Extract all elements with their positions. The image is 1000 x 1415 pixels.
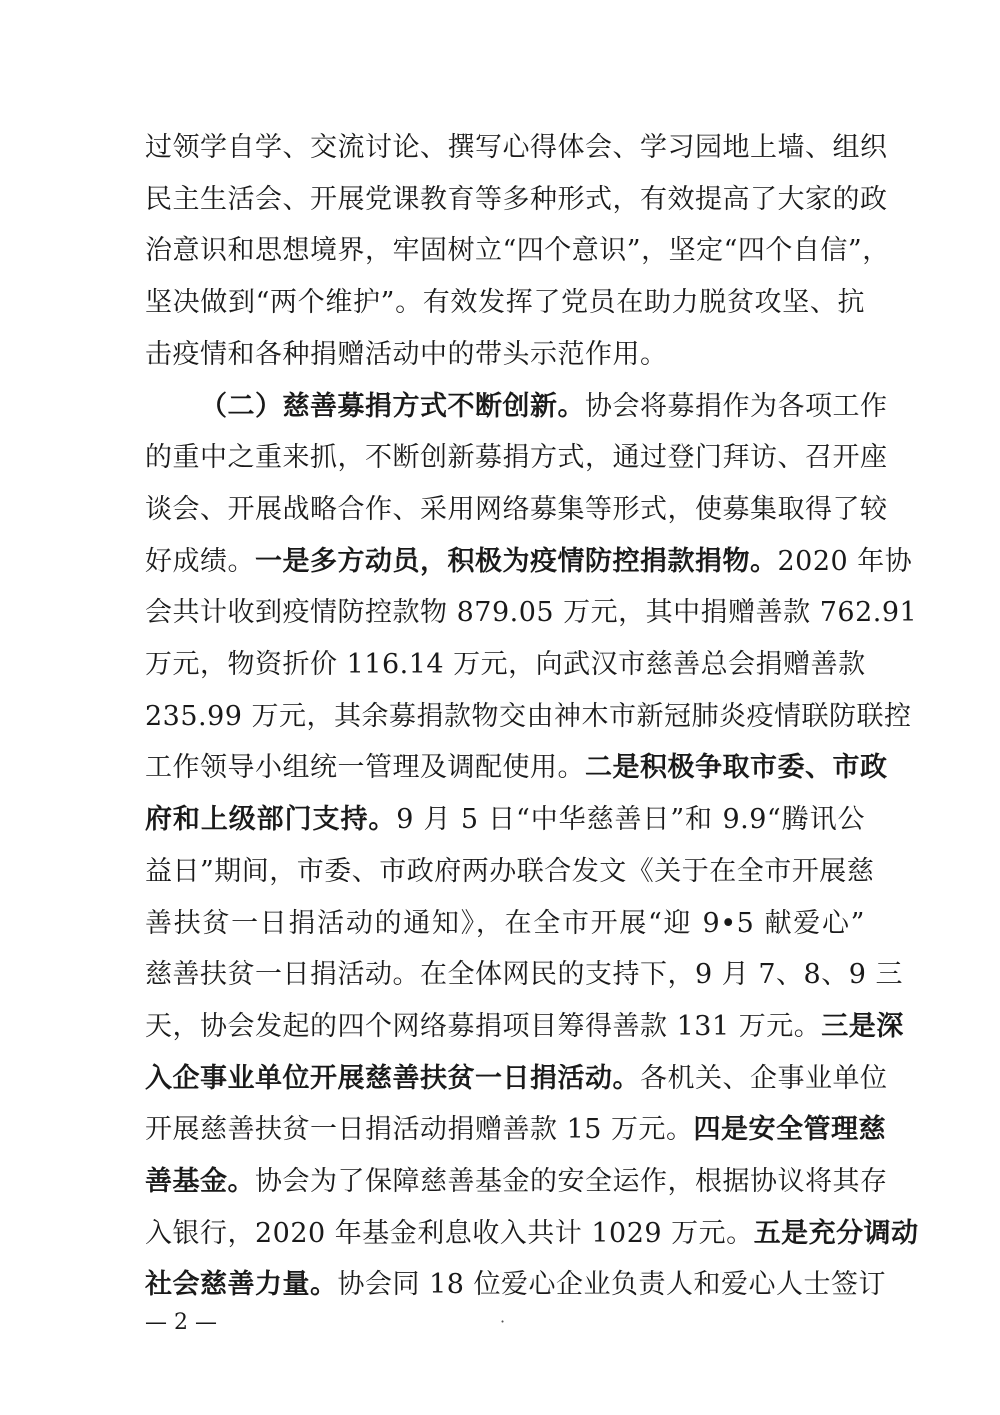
text-line [145, 490, 888, 530]
text-segment: 治意识和思想境界，牢固树立“四个意识”，坚定“四个自信”， [145, 235, 890, 267]
text-line [145, 128, 888, 168]
text-segment: 会共计收到疫情防控款物 879.05 万元，其中捐赠善款 762.91 [145, 597, 918, 629]
text-segment: 工作领导小组统一管理及调配使用。 [145, 752, 585, 784]
text-line [145, 438, 888, 478]
text-line [145, 1162, 888, 1202]
bold-heading-segment: 入企事业单位开展慈善扶贫一日捐活动。 [145, 1062, 640, 1094]
text-line [145, 1265, 887, 1305]
text-segment: 益日”期间，市委、市政府两办联合发文《关于在全市开展慈 [145, 855, 875, 887]
page-number: — 2 — [145, 1310, 217, 1335]
text-line [200, 387, 888, 427]
text-segment: 坚决做到“两个维护”。有效发挥了党员在助力脱贫攻坚、抗 [145, 287, 865, 319]
text-line [145, 645, 865, 685]
bold-heading-segment: （二）慈善募捐方式不断创新。 [200, 390, 585, 422]
text-segment: 9 月 5 日“中华慈善日”和 9.9“腾讯公 [396, 804, 865, 836]
text-line [145, 852, 875, 892]
text-line [145, 180, 888, 220]
text-line [145, 593, 918, 633]
text-segment: 入银行，2020 年基金利息收入共计 1029 万元。 [145, 1217, 754, 1249]
text-segment: 2020 年协 [777, 545, 913, 577]
text-segment: 慈善扶贫一日捐活动。在全体网民的支持下，9 月 7、8、9 三 [145, 959, 903, 991]
text-segment: 万元，物资折价 116.14 万元，向武汉市慈善总会捐赠善款 [145, 649, 866, 680]
bold-heading-segment: 二是积极争取市委、市政 [585, 752, 888, 784]
text-segment: 善扶贫一日捐活动的通知》，在全市开展“迎 9•5 献爱心” [145, 907, 865, 939]
text-line [145, 542, 913, 582]
center-dot: · [500, 1312, 506, 1331]
text-line [145, 800, 865, 840]
text-line [145, 955, 903, 995]
text-line [145, 1059, 888, 1099]
bold-heading-segment: 善基金。 [145, 1166, 255, 1197]
text-line [145, 697, 912, 737]
text-segment: 开展慈善扶贫一日捐活动捐赠善款 15 万元。 [145, 1114, 694, 1146]
text-line [145, 283, 865, 323]
text-segment: 谈会、开展战略合作、采用网络募集等形式，使募集取得了较 [145, 493, 888, 525]
text-line [145, 1214, 919, 1254]
text-segment: 协会将募捐作为各项工作 [585, 390, 888, 422]
text-line [145, 904, 865, 944]
text-segment: 天，协会发起的四个网络募捐项目筹得善款 131 万元。 [145, 1010, 822, 1042]
bold-heading-segment: 五是充分调动 [753, 1217, 919, 1249]
bold-heading-segment: 四是安全管理慈 [693, 1114, 887, 1146]
bold-heading-segment: 社会慈善力量。 [145, 1269, 338, 1301]
text-line [145, 335, 865, 375]
bold-heading-segment: 三是深 [821, 1010, 904, 1042]
text-segment: 民主生活会、开展党课教育等多种形式，有效提高了大家的政 [145, 183, 888, 215]
text-segment: 好成绩。 [145, 545, 255, 577]
text-segment: 235.99 万元，其余募捐款物交由神木市新冠肺炎疫情联防联控 [145, 700, 912, 732]
text-segment: 协会为了保障慈善基金的安全运作，根据协议将其存 [255, 1166, 888, 1197]
bold-heading-segment: 一是多方动员，积极为疫情防控捐款捐物。 [255, 545, 778, 577]
bold-heading-segment: 府和上级部门支持。 [145, 804, 397, 836]
text-segment: 过领学自学、交流讨论、撰写心得体会、学习园地上墙、组织 [145, 132, 888, 163]
text-line [145, 748, 888, 788]
text-segment: 击疫情和各种捐赠活动中的带头示范作用。 [145, 338, 668, 370]
text-line [145, 231, 890, 271]
text-line [145, 1007, 904, 1047]
text-segment: 协会同 18 位爱心企业负责人和爱心人士签订 [337, 1269, 887, 1301]
text-segment: 各机关、企事业单位 [640, 1062, 888, 1094]
text-segment: 的重中之重来抓，不断创新募捐方式，通过登门拜访、召开座 [145, 442, 888, 474]
text-line [145, 1110, 887, 1150]
